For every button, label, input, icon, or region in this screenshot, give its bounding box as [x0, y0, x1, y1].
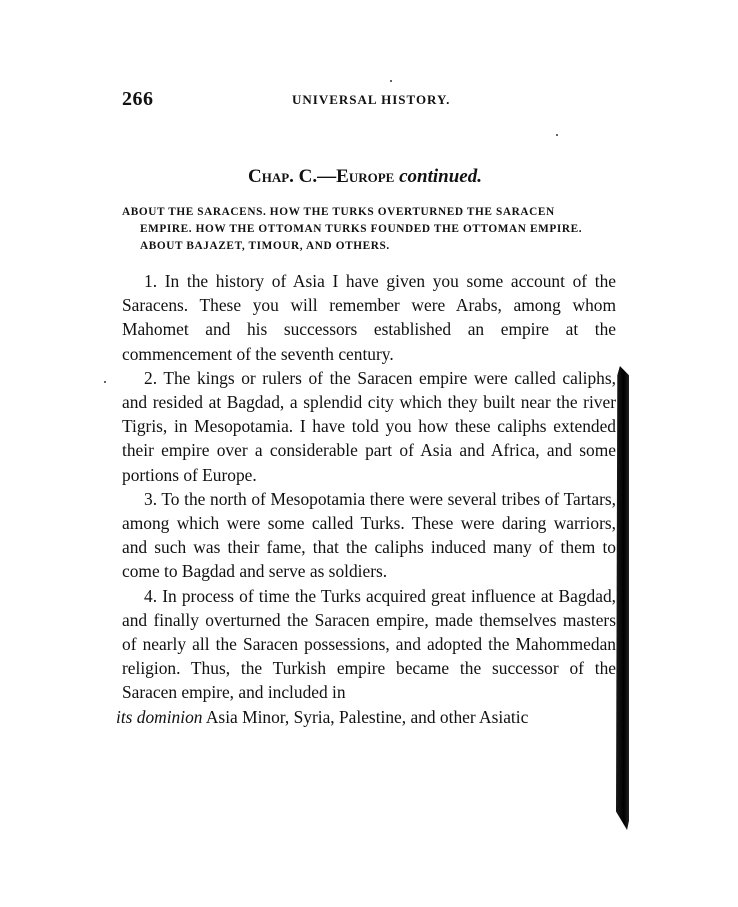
- chapter-summary: [122, 204, 618, 255]
- chapter-prefix: Chap.: [248, 166, 294, 187]
- summary-line: EMPIRE. HOW THE OTTOMAN TURKS FOUNDED THE OTTOMAN EMPIRE.: [140, 223, 583, 235]
- paragraph: 3. To the north of Mesopotamia there were several tribes of Tartars, among which were some called Turks. These were daring warriors, and such was their fame, that the caliphs induced many of them to come to Bagdad and serve as soldiers.: [122, 488, 616, 582]
- running-head: UNIVERSAL HISTORY.: [292, 92, 451, 107]
- summary-line: ABOUT BAJAZET, TIMOUR, AND OTHERS.: [140, 240, 390, 252]
- final-line-text: Asia Minor, Syria, Palestine, and other Asiatic: [205, 706, 529, 727]
- page-header: [122, 88, 592, 114]
- chapter-continued: continued.: [399, 166, 482, 187]
- chapter-number: C.—Europe: [298, 166, 395, 187]
- final-line-italic: its dominion: [116, 706, 203, 727]
- summary-line: ABOUT THE SARACENS. HOW THE TURKS OVERTURNED THE SARACEN: [122, 206, 555, 218]
- page-number: 266: [122, 88, 154, 110]
- paragraph: 1. In the history of Asia I have given you some account of the Saracens. These you will remember were Arabs, among whom Mahomet and his successors established an empire at the commencement of the seventh century.: [122, 271, 616, 364]
- paragraph: 4. In process of time the Turks acquired great influence at Bagdad, and finally overturned the Saracen empire, made themselves masters of nearly all the Saracen possessions, and adopted the Mahommedan religion. Thus, the Turkish empire became the successor of the Saracen empire, and included in: [122, 585, 616, 703]
- binding-shadow: [616, 366, 629, 830]
- paragraph: 2. The kings or rulers of the Saracen empire were called caliphs, and resided at Bagdad, a splendid city which they built near the river Tigris, in Mesopotamia. I have told you how these caliphs extended their empire over a considerable part of Asia and Africa, and some portions of Europe.: [122, 367, 616, 485]
- print-speck: [556, 134, 558, 136]
- chapter-title: [248, 166, 482, 188]
- print-speck: [390, 80, 392, 82]
- body-text: [116, 269, 616, 729]
- final-line: [116, 705, 616, 729]
- print-speck: [104, 381, 106, 383]
